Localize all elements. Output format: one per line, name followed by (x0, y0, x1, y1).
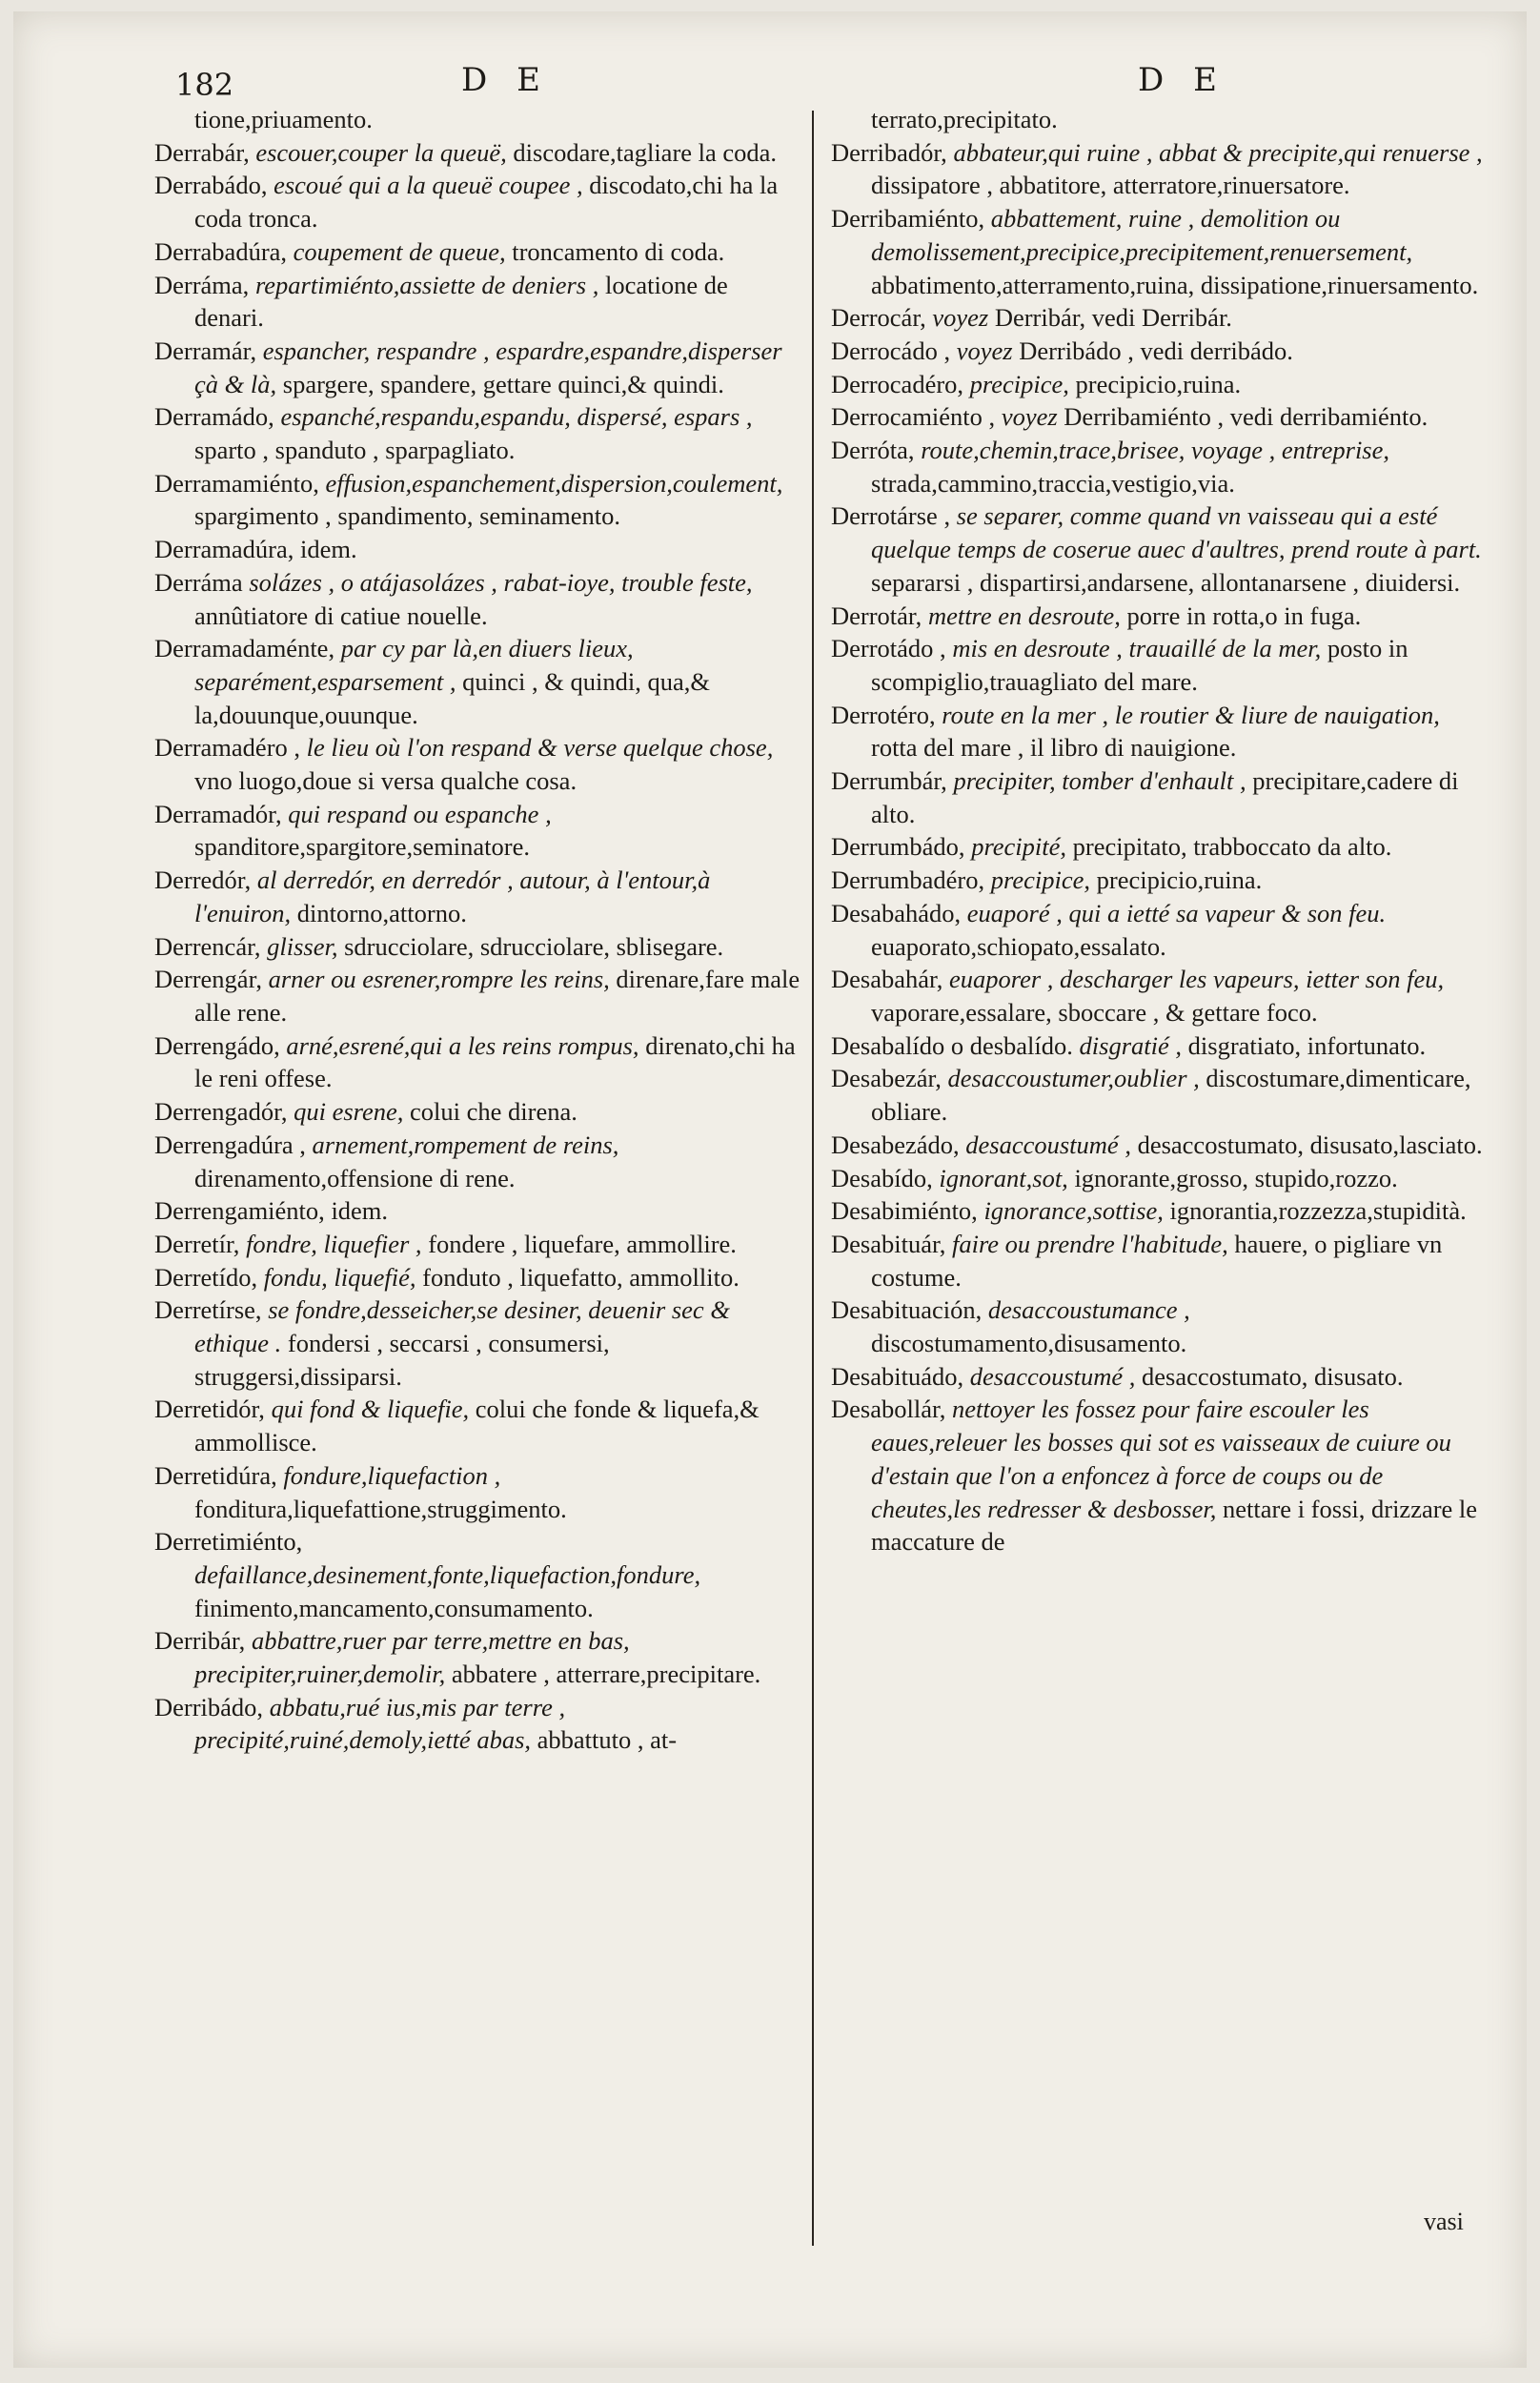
dictionary-entry (831, 202, 1489, 301)
right-column (831, 103, 1489, 1558)
italian-gloss: posto in scompiglio,trauagliato del mare. (871, 634, 1408, 696)
headword: Derramadúra, (154, 535, 294, 564)
italian-gloss: euaporato,schiopato,essalato. (871, 931, 1166, 961)
headword: Derrotéro, (831, 700, 936, 729)
dictionary-entry (831, 830, 1489, 864)
headword: Desabalído o desbalído. (831, 1030, 1073, 1060)
dictionary-entry (154, 1293, 802, 1393)
headword: Desabituár, (831, 1229, 946, 1258)
french-gloss: abbattre,ruer par terre,mettre en bas, precipiter,ruiner,demolir, (194, 1626, 630, 1689)
french-gloss: espancher, respandre , espardre,espandre,disperser çà & là, (194, 336, 782, 398)
french-gloss: fondure,liquefaction , (283, 1460, 501, 1490)
headword: Derrabádo, (154, 171, 268, 200)
headword: Derramádo, (154, 402, 274, 432)
italian-gloss: locatione de denari. (194, 270, 728, 333)
italian-gloss: precipitare,cadere di alto. (871, 766, 1459, 828)
italian-gloss: dissipatore , abbatitore, atterratore,rinuersatore. (871, 171, 1350, 200)
page (13, 11, 1527, 2368)
left-column (154, 103, 802, 1757)
headword: Derrumbadéro, (831, 866, 985, 895)
dictionary-entry (831, 1393, 1489, 1558)
running-head-left: D E (461, 61, 550, 99)
dictionary-entry (831, 764, 1489, 830)
italian-gloss: annûtiatore di catiue nouelle. (194, 601, 488, 630)
french-gloss: route en la mer , le routier & liure de nauigation, (942, 700, 1440, 729)
french-gloss: effusion,espanchement,dispersion,coulement, (325, 468, 783, 498)
italian-gloss: discodare,tagliare la coda. (513, 137, 778, 167)
catchword: vasi (1424, 2208, 1464, 2235)
dictionary-entry (154, 1624, 802, 1690)
french-gloss: abbatu,rué ius,mis par terre , precipité,ruiné,demoly,ietté abas, (194, 1692, 566, 1755)
italian-gloss: idem. (331, 1196, 389, 1226)
french-gloss: al derredór, en derredór , autour, à l'entour,à l'enuiron, (194, 866, 711, 927)
dictionary-entry (831, 136, 1489, 202)
italian-gloss: Derribamiénto , vedi derribamiénto. (1064, 402, 1429, 432)
italian-gloss: sdrucciolare, sdrucciolare, sblisegare. (344, 931, 724, 961)
dictionary-entry (154, 235, 802, 269)
dictionary-entry (831, 864, 1489, 897)
dictionary-entry (154, 1393, 802, 1458)
italian-gloss: hauere, o pigliare vn costume. (871, 1229, 1443, 1292)
headword: Desabezár, (831, 1064, 942, 1093)
headword: Derribár, (154, 1626, 246, 1656)
italian-gloss: nettare i fossi, drizzare le maccature de (871, 1494, 1478, 1557)
dictionary-entry (154, 136, 802, 170)
french-gloss: defaillance,desinement,fonte,liquefaction,fondure, (194, 1559, 701, 1589)
dictionary-entry (154, 731, 802, 797)
headword: Derribadór, (831, 137, 947, 167)
headword: Derribádo, (154, 1692, 264, 1721)
french-gloss: ignorant,sot, (939, 1163, 1068, 1192)
italian-gloss: Derribár, vedi Derribár. (994, 303, 1232, 333)
dictionary-entry (154, 269, 802, 335)
italian-gloss: spargere, spandere, gettare quinci,& quindi. (282, 369, 724, 398)
dictionary-entry (831, 1228, 1489, 1293)
dictionary-entry (154, 963, 802, 1029)
french-gloss: le lieu où l'on respand & verse quelque chose, (306, 733, 774, 763)
dictionary-entry (154, 1691, 802, 1757)
dictionary-entry (831, 699, 1489, 764)
dictionary-entry (831, 103, 1489, 136)
italian-gloss: discostumamento,disusamento. (871, 1329, 1187, 1358)
dictionary-entry (154, 1194, 802, 1228)
french-gloss: disgratié , (1079, 1030, 1183, 1060)
french-gloss: arner ou esrener,rompre les reins, (268, 965, 610, 994)
dictionary-entry (831, 1029, 1489, 1063)
french-gloss: fondre, liquefier , (246, 1229, 422, 1258)
french-gloss: escouer,couper la queuë, (255, 137, 507, 167)
italian-gloss: Derribádo , vedi derribádo. (1019, 336, 1293, 365)
french-gloss: euaporer , descharger les vapeurs, ietter son feu, (949, 965, 1445, 994)
dictionary-entry (154, 632, 802, 731)
headword: Derretidór, (154, 1395, 265, 1424)
headword: Derrengadór, (154, 1097, 288, 1127)
italian-gloss: abbatere , atterrare,precipitare. (451, 1660, 761, 1689)
headword: Derrumbádo, (831, 832, 965, 862)
headword: Desabituádo, (831, 1361, 964, 1391)
french-gloss: faire ou prendre l'habitude, (951, 1229, 1228, 1258)
dictionary-entry (831, 301, 1489, 335)
headword: Derredór, (154, 866, 252, 895)
headword: Derrencár, (154, 931, 261, 961)
dictionary-entry (154, 1129, 802, 1194)
french-gloss: precipice, (990, 866, 1090, 895)
headword: Derrengamiénto, (154, 1196, 325, 1226)
dictionary-entry (154, 467, 802, 533)
page-number: 182 (175, 67, 234, 103)
french-gloss: abbattement, ruine , demolition ou demolissement,precipice,precipitement,renuersement, (871, 204, 1413, 266)
italian-gloss: fonduto , liquefatto, ammollito. (422, 1262, 740, 1292)
italian-gloss: direnato,chi ha le reni offese. (194, 1030, 796, 1093)
dictionary-entry (831, 499, 1489, 599)
headword: Derretidúra, (154, 1460, 277, 1490)
dictionary-entry (154, 1029, 802, 1095)
french-gloss: mis en desroute , trauaillé de la mer, (952, 634, 1322, 663)
dictionary-entry (831, 434, 1489, 499)
dictionary-entry (831, 963, 1489, 1029)
french-gloss: voyez (956, 336, 1013, 365)
italian-gloss: colui che direna. (410, 1097, 578, 1127)
french-gloss: desaccoustumance , (987, 1295, 1190, 1325)
dictionary-entry (154, 798, 802, 864)
dictionary-entry (831, 1293, 1489, 1359)
dictionary-entry (154, 1261, 802, 1294)
dictionary-entry (831, 600, 1489, 633)
italian-gloss: fonditura,liquefattione,struggimento. (194, 1494, 567, 1523)
french-gloss: precipité, (971, 832, 1067, 862)
italian-gloss: abbatimento,atterramento,ruina, dissipatione,rinuersamento. (871, 270, 1479, 299)
italian-gloss: spargimento , spandimento, seminamento. (194, 501, 620, 531)
italian-gloss: vno luogo,doue si versa qualche cosa. (194, 766, 578, 796)
french-gloss: precipiter, tomber d'enhault , (953, 766, 1246, 796)
dictionary-entry (831, 1062, 1489, 1128)
french-gloss: solázes , o atájasolázes , rabat-ioye, trouble feste, (249, 567, 753, 597)
french-gloss: qui fond & liquefie, (271, 1395, 470, 1424)
headword: Derribamiénto, (831, 204, 985, 234)
dictionary-entry (154, 169, 802, 234)
french-gloss: par cy par là,en diuers lieux, separément,esparsement , (194, 634, 634, 696)
italian-gloss: finimento,mancamento,consumamento. (194, 1593, 594, 1622)
headword: Derrabár, (154, 137, 250, 167)
running-head-right: D E (1138, 61, 1226, 99)
french-gloss: abbateur,qui ruine , abbat & precipite,qui renuerse , (953, 137, 1483, 167)
french-gloss: ignorance,sottise, (983, 1196, 1164, 1226)
dictionary-entry (831, 897, 1489, 963)
french-gloss: qui respand ou espanche , (288, 799, 552, 828)
dictionary-entry (154, 335, 802, 400)
french-gloss: se separer, comme quand vn vaisseau qui a esté quelque temps de coserue auec d'aultres, prend route à part. (871, 501, 1482, 564)
headword: Desabahádo, (831, 898, 962, 927)
dictionary-entry (154, 103, 802, 136)
french-gloss: espanché,respandu,espandu, dispersé, espars , (280, 402, 753, 432)
italian-gloss: precipitato, trabboccato da alto. (1072, 832, 1392, 862)
french-gloss: desaccoustumer,oublier , (947, 1064, 1200, 1093)
headword: Derráma, (154, 270, 250, 299)
french-gloss: fondu, liquefié, (263, 1262, 416, 1292)
french-gloss: voyez (932, 303, 989, 333)
headword: Desabezádo, (831, 1130, 960, 1159)
headword: Desabído, (831, 1163, 933, 1192)
french-gloss: precipice, (969, 369, 1069, 398)
dictionary-entry (831, 1194, 1489, 1228)
headword: Derróta, (831, 436, 915, 465)
headword: Derrengadúra , (154, 1130, 306, 1159)
headword: Derrocádo , (831, 336, 951, 365)
italian-gloss: separarsi , dispartirsi,andarsene, allontanarsene , diuidersi. (871, 567, 1461, 597)
italian-gloss: colui che fonde & liquefa,& ammollisce. (194, 1395, 760, 1457)
french-gloss: mettre en desroute, (927, 601, 1121, 630)
french-gloss: coupement de queue, (293, 236, 506, 266)
dictionary-entry (154, 1459, 802, 1525)
headword: Derrocadéro, (831, 369, 964, 398)
headword: Derramadaménte, (154, 634, 335, 663)
french-gloss: voyez (1001, 402, 1058, 432)
dictionary-entry (154, 864, 802, 929)
italian-gloss: direnare,fare male alle rene. (194, 965, 800, 1027)
french-gloss: arnement,rompement de reins, (312, 1130, 619, 1159)
headword: Derretírse, (154, 1295, 262, 1325)
dictionary-entry (154, 400, 802, 466)
french-gloss: escoué qui a la queuë coupee , (274, 171, 583, 200)
italian-gloss: precipicio,ruina. (1075, 369, 1242, 398)
headword: Derrumbár, (831, 766, 947, 796)
headword: Derrocamiénto , (831, 402, 996, 432)
dictionary-entry (831, 1129, 1489, 1162)
italian-gloss: vaporare,essalare, sboccare , & gettare foco. (871, 997, 1318, 1027)
italian-gloss: abbattuto , at- (537, 1725, 678, 1755)
italian-gloss: porre in rotta,o in fuga. (1126, 601, 1362, 630)
italian-gloss: disgratiato, infortunato. (1187, 1030, 1427, 1060)
headword: Derramár, (154, 336, 257, 365)
french-gloss: se fondre,desseicher,se desiner, deuenir sec & ethique . (194, 1295, 730, 1358)
italian-gloss: dintorno,attorno. (296, 898, 467, 927)
italian-gloss: fondersi , seccarsi , consumersi, struggersi,dissiparsi. (194, 1329, 610, 1391)
french-gloss: repartimiénto,assiette de deniers , (254, 270, 599, 299)
dictionary-entry (154, 533, 802, 566)
italian-gloss: precipicio,ruina. (1096, 866, 1263, 895)
dictionary-entry (831, 1162, 1489, 1195)
italian-gloss: strada,cammino,traccia,vestigio,via. (871, 468, 1235, 498)
headword: Derráma (154, 567, 243, 597)
dictionary-entry (154, 1525, 802, 1624)
dictionary-entry (831, 632, 1489, 698)
headword: Derramamiénto, (154, 468, 319, 498)
french-gloss: arné,esrené,qui a les reins rompus, (286, 1030, 639, 1060)
italian-gloss: sparto , spanduto , sparpagliato. (194, 436, 516, 465)
headword: Derrotár, (831, 601, 922, 630)
italian-gloss: tione,priuamento. (194, 105, 373, 133)
headword: Desabollár, (831, 1395, 946, 1424)
italian-gloss: ignorantia,rozzezza,stupidità. (1169, 1196, 1467, 1226)
headword: Derrabadúra, (154, 236, 288, 266)
italian-gloss: terrato,precipitato. (871, 105, 1058, 133)
headword: Desabituación, (831, 1295, 983, 1325)
french-gloss: route,chemin,trace,brisee, voyage , entreprise, (921, 436, 1390, 465)
dictionary-entry (831, 335, 1489, 368)
column-divider (812, 111, 814, 2246)
headword: Derrengár, (154, 965, 262, 994)
headword: Derretír, (154, 1229, 240, 1258)
italian-gloss: spanditore,spargitore,seminatore. (194, 832, 531, 862)
dictionary-entry (154, 1228, 802, 1261)
headword: Derrengádo, (154, 1030, 280, 1060)
italian-gloss: desaccostumato, disusato,lasciato. (1137, 1130, 1483, 1159)
dictionary-entry (831, 368, 1489, 401)
headword: Derrotádo , (831, 634, 946, 663)
italian-gloss: discostumare,dimenticare, obliare. (871, 1064, 1471, 1127)
french-gloss: qui esrene, (294, 1097, 404, 1127)
french-gloss: nettoyer les fossez pour faire escouler les eaues,releuer les bosses qui sot es vaisseaux de cuiure ou d'estain que l'on a enfoncez à force de coups ou de cheutes,les redresser & desbosser, (871, 1395, 1451, 1523)
french-gloss: desaccoustumé , (965, 1130, 1131, 1159)
dictionary-entry (154, 930, 802, 964)
dictionary-entry (154, 566, 802, 632)
french-gloss: glisser, (267, 931, 338, 961)
dictionary-entry (831, 400, 1489, 434)
italian-gloss: discodato,chi ha la coda tronca. (194, 171, 779, 234)
italian-gloss: rotta del mare , il libro di nauigione. (871, 733, 1237, 763)
headword: Derrotárse , (831, 501, 951, 531)
french-gloss: euaporé , qui a ietté sa vapeur & son feu. (966, 898, 1387, 927)
italian-gloss: fondere , liquefare, ammollire. (428, 1229, 737, 1258)
italian-gloss: troncamento di coda. (512, 236, 725, 266)
headword: Derramadór, (154, 799, 282, 828)
headword: Desabimiénto, (831, 1196, 978, 1226)
italian-gloss: desaccostumato, disusato. (1142, 1361, 1404, 1391)
headword: Derrocár, (831, 303, 926, 333)
italian-gloss: direnamento,offensione di rene. (194, 1163, 516, 1192)
italian-gloss: ignorante,grosso, stupido,rozzo. (1074, 1163, 1398, 1192)
headword: Derramadéro , (154, 733, 301, 763)
italian-gloss: idem. (300, 535, 357, 564)
french-gloss: desaccoustumé , (969, 1361, 1136, 1391)
headword: Desabahár, (831, 965, 943, 994)
italian-gloss: quinci , & quindi, qua,& la,douunque,ouunque. (194, 666, 710, 729)
dictionary-entry (831, 1360, 1489, 1394)
headword: Derretimiénto, (154, 1527, 303, 1557)
headword: Derretído, (154, 1262, 258, 1292)
dictionary-entry (154, 1095, 802, 1129)
